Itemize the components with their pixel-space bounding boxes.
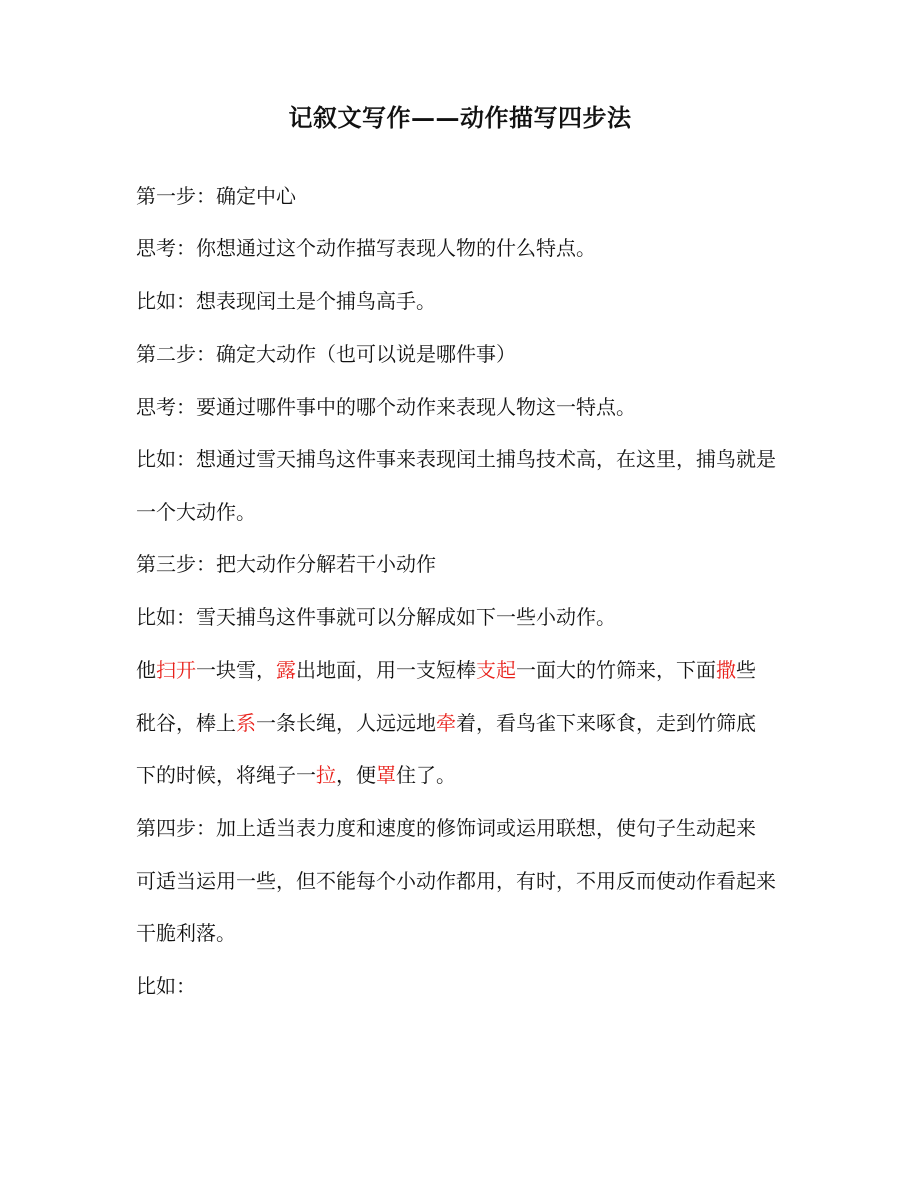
passage-text: ，便 xyxy=(336,763,376,787)
step4-heading: 第四步：加上适当表力度和速度的修饰词或运用联想，使句子生动起来 xyxy=(136,816,756,840)
step1-think: 思考：你想通过这个动作描写表现人物的什么特点。 xyxy=(136,236,596,260)
passage-text: 一条长绳，人远远地 xyxy=(256,711,436,735)
step2-example-line2: 一个大动作。 xyxy=(136,500,256,524)
highlighted-verb: 撒 xyxy=(716,658,736,682)
highlighted-verb: 系 xyxy=(236,711,256,735)
passage-text: 一面大的竹筛来，下面 xyxy=(516,658,716,682)
passage-line-3 xyxy=(136,760,456,790)
passage-line-1 xyxy=(136,655,756,685)
document-title: 记叙文写作——动作描写四步法 xyxy=(288,103,632,132)
step1-example: 比如：想表现闰土是个捕鸟高手。 xyxy=(136,289,436,313)
passage-text: 秕谷，棒上 xyxy=(136,711,236,735)
step4-example: 比如： xyxy=(136,974,196,998)
passage-text: 出地面，用一支短棒 xyxy=(296,658,476,682)
passage-text: 一块雪， xyxy=(196,658,276,682)
highlighted-verb: 扫开 xyxy=(156,658,196,682)
passage-text: 住了。 xyxy=(396,763,456,787)
highlighted-verb: 拉 xyxy=(316,763,336,787)
step2-heading: 第二步：确定大动作（也可以说是哪件事） xyxy=(136,342,516,366)
highlighted-verb: 支起 xyxy=(476,658,516,682)
passage-text: 下的时候，将绳子一 xyxy=(136,763,316,787)
passage-text: 些 xyxy=(736,658,756,682)
step2-example-line1: 比如：想通过雪天捕鸟这件事来表现闰土捕鸟技术高，在这里，捕鸟就是 xyxy=(136,447,776,471)
step3-example: 比如：雪天捕鸟这件事就可以分解成如下一些小动作。 xyxy=(136,605,616,629)
step3-heading: 第三步：把大动作分解若干小动作 xyxy=(136,552,436,576)
passage-line-2 xyxy=(136,708,756,738)
step1-heading: 第一步：确定中心 xyxy=(136,184,296,208)
highlighted-verb: 罩 xyxy=(376,763,396,787)
passage-text: 着，看鸟雀下来啄食，走到竹筛底 xyxy=(456,711,756,735)
passage-text: 他 xyxy=(136,658,156,682)
step4-note-line2: 干脆利落。 xyxy=(136,921,236,945)
highlighted-verb: 露 xyxy=(276,658,296,682)
step4-note-line1: 可适当运用一些，但不能每个小动作都用，有时，不用反而使动作看起来 xyxy=(136,869,776,893)
step2-think: 思考：要通过哪件事中的哪个动作来表现人物这一特点。 xyxy=(136,395,636,419)
highlighted-verb: 牵 xyxy=(436,711,456,735)
